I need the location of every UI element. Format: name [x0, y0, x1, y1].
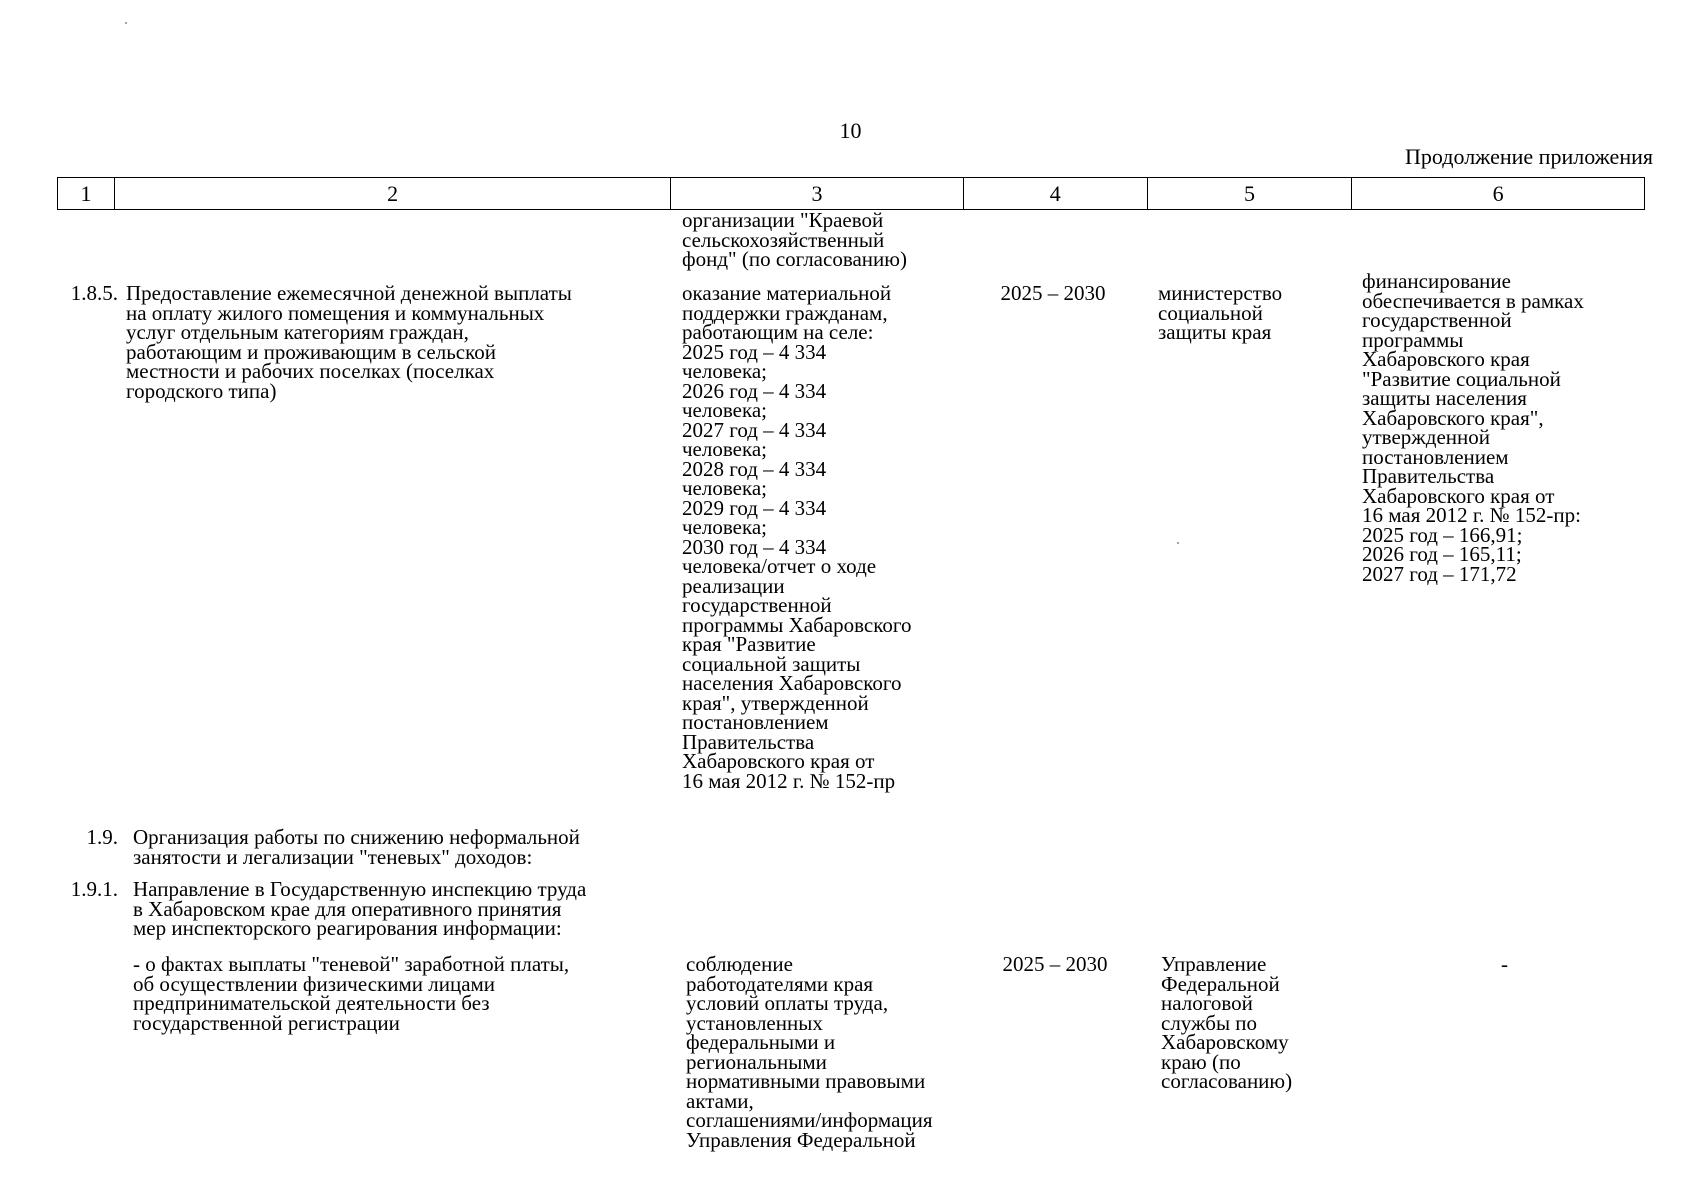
continuation-label: Продолжение приложения [1405, 144, 1653, 169]
result-cell: соблюдение работодателями края условий оплаты труда, установленных федеральными и региональными нормативными правовыми актами, соглашениями/информация Управления Федеральной [686, 952, 933, 1152]
scan-speck [1177, 542, 1179, 544]
column-header-5: 5 [1148, 178, 1353, 209]
result-cell: оказание материальной поддержки гражданам, работающим на селе: 2025 год – 4 334 человека; 2026 год – 4 334 человека; 2027 год – 4 334 человека; 2028 год – 4 334 человека; 2029 год – 4 334 человека; 2030 год – 4 334 человека/отчет о ходе реализации государственной программы Хабаровского края "Развитие социальной защиты населения Хабаровского края", утвержденной постановлением Правительства Хабаровского края от 16 мая 2012 г. № 152-пр [682, 281, 912, 793]
measure-cell: - о фактах выплаты "теневой" заработной платы, об осуществлении физическими лицами предпринимательской деятельности без государственной регистрации [133, 952, 570, 1035]
column-header-row [57, 177, 1645, 210]
scan-speck [125, 22, 127, 24]
measure-cell: Предоставление ежемесячной денежной выплаты на оплату жилого помещения и коммунальных услуг отдельным категориям граждан, работающим и проживающим в сельской местности и рабочих поселках (поселках городского типа) [126, 281, 572, 403]
column-header-1: 1 [58, 178, 115, 209]
item-number: 1.9.1. [70, 877, 118, 901]
result-cell: организации "Краевой сельскохозяйственный фонд" (по согласованию) [682, 208, 907, 271]
financing-cell: - [1501, 952, 1508, 976]
item-number: 1.9. [86, 825, 118, 849]
executor-cell: министерство социальной защиты края [1158, 281, 1283, 344]
measure-cell: Организация работы по снижению неформальной занятости и легализации "теневых" доходов: [133, 825, 580, 869]
period-cell: 2025 – 2030 [1002, 952, 1108, 976]
page-number: 10 [839, 118, 862, 143]
executor-cell: Управление Федеральной налоговой службы по Хабаровскому краю (по согласованию) [1161, 952, 1293, 1093]
item-number: 1.8.5. [70, 281, 118, 305]
column-header-3: 3 [671, 178, 964, 209]
column-header-2: 2 [115, 178, 671, 209]
period-cell: 2025 – 2030 [1000, 281, 1106, 305]
measure-cell: Направление в Государственную инспекцию труда в Хабаровском крае для оперативного принятия мер инспекторского реагирования информации: [133, 877, 587, 940]
financing-cell: финансирование обеспечивается в рамках государственной программы Хабаровского края "Развитие социальной защиты населения Хабаровского края", утвержденной постановлением Правительства Хабаровского края от 16 мая 2012 г. № 152-пр: 2025 год – 166,91; 2026 год – 165,11; 2027 год – 171,72 [1362, 269, 1584, 586]
column-header-6: 6 [1492, 181, 1504, 206]
column-header-4: 4 [964, 178, 1148, 209]
